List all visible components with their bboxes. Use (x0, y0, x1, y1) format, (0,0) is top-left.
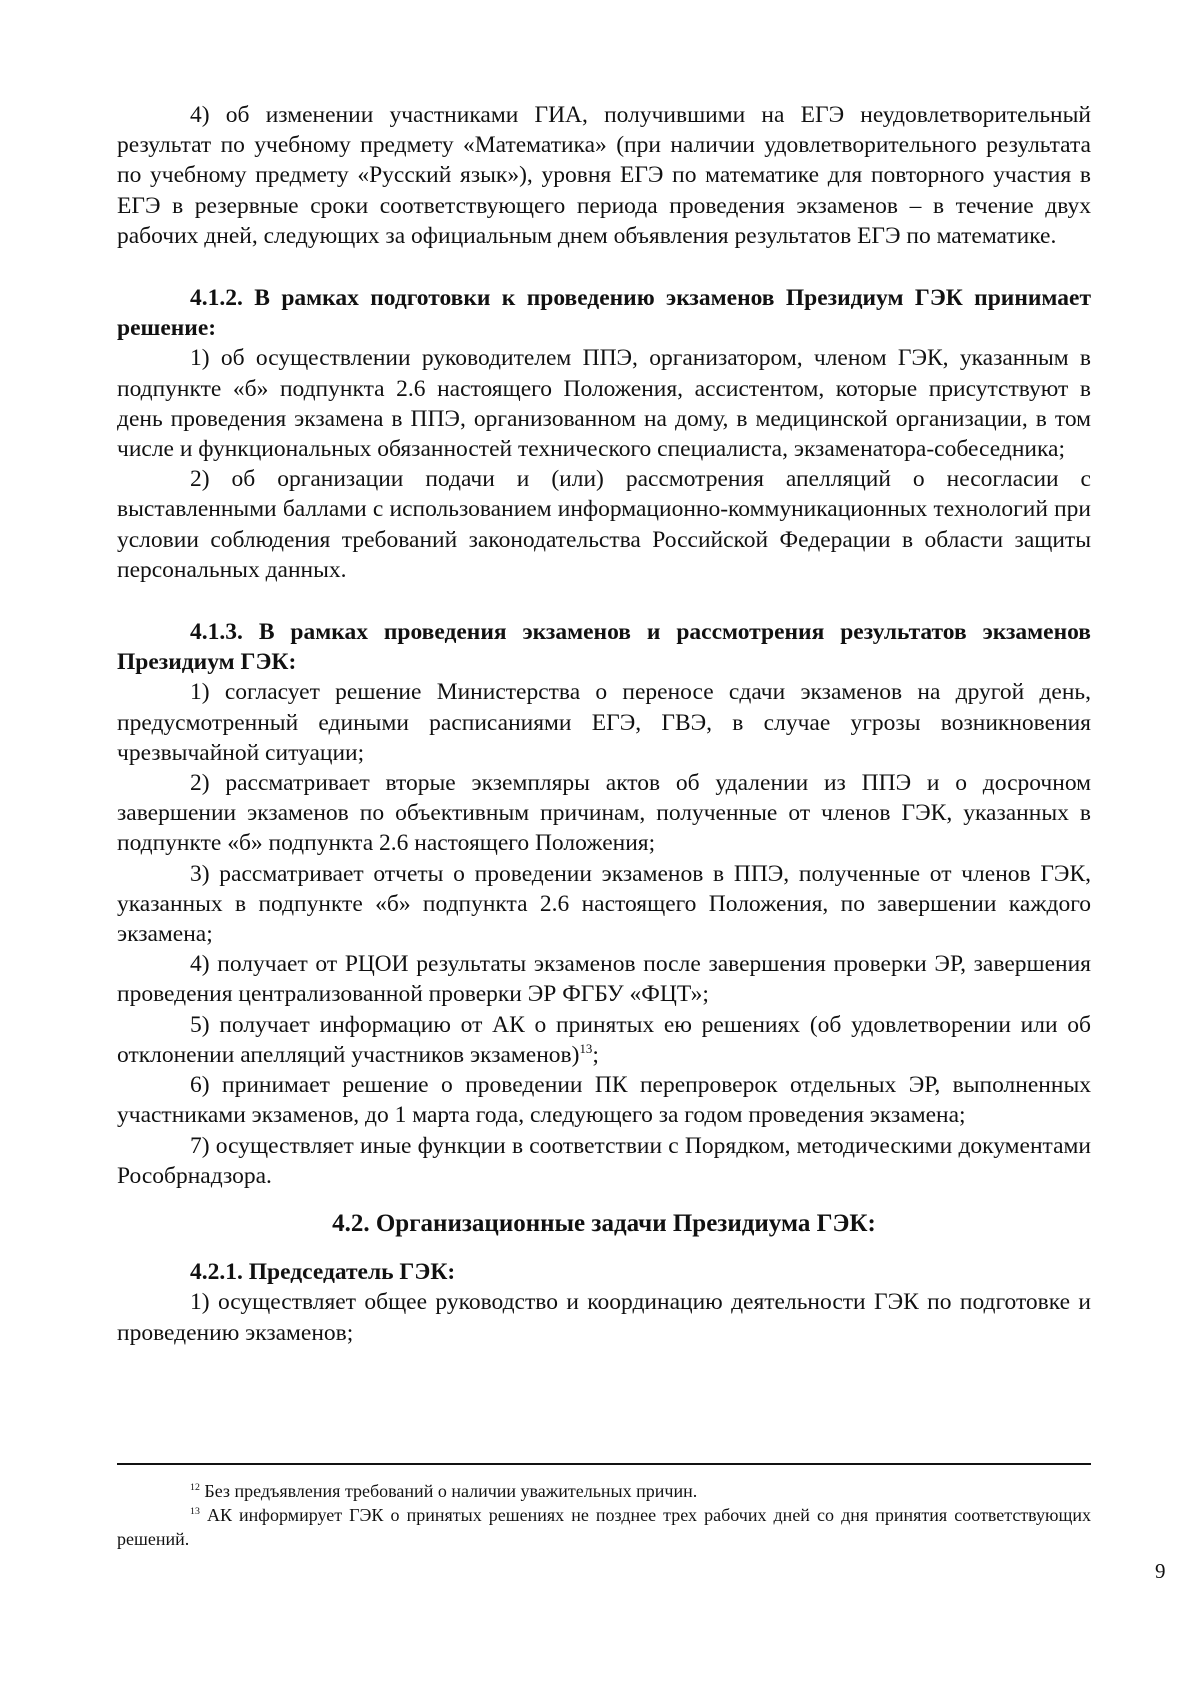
paragraph-4-1-3-item-3: 3) рассматривает отчеты о проведении экзаменов в ППЭ, полученные от членов ГЭК, указанных в подпункте «б» подпункта 2.6 настоящего Положения, по завершении каждого экзамена; (117, 860, 1091, 948)
footnote-13-text: АК информирует ГЭК о принятых решениях не позднее трех рабочих дней со дня принятия соответствующих решений. (117, 1505, 1091, 1549)
document-body (117, 100, 1091, 1348)
paragraph-4-1-3-item-5-end: ; (592, 1041, 599, 1068)
footnote-ref-13: 13 (579, 1040, 593, 1056)
paragraph-4-1-3-item-6: 6) принимает решение о проведении ПК перепроверок отдельных ЭР, выполненных участниками экзаменов, до 1 марта года, следующего за годом проведения экзамена; (117, 1072, 1091, 1129)
footnotes (117, 1463, 1091, 1551)
paragraph-4-1-2-item-2: 2) об организации подачи и (или) рассмотрения апелляций о несогласии с выставленными баллами с использованием информационно-коммуникационных технологий при условии соблюдения требований законодательства Российской Федерации в области защиты персональных данных. (117, 466, 1091, 583)
footnote-13 (117, 1503, 1091, 1551)
paragraph-4-1-3-item-2: 2) рассматривает вторые экземпляры актов об удалении из ППЭ и о досрочном завершении экзаменов по объективным причинам, полученные от членов ГЭК, указанных в подпункте «б» подпункта 2.6 настоящего Положения; (117, 770, 1091, 857)
footnote-12-text: Без предъявления требований о наличии уважительных причин. (199, 1481, 698, 1501)
paragraph-4-1-3-item-7: 7) осуществляет иные функции в соответствии с Порядком, методическими документами Рособрнадзора. (117, 1132, 1091, 1189)
footnote-12 (117, 1479, 1091, 1503)
paragraph-4-1-3-item-1: 1) согласует решение Министерства о переносе сдачи экзаменов на другой день, предусмотренный едиными расписаниями ЕГЭ, ГВЭ, в случае угрозы возникновения чрезвычайной ситуации; (117, 679, 1091, 766)
section-heading-4-1-2: 4.1.2. В рамках подготовки к проведению экзаменов Президиум ГЭК принимает решение: (117, 285, 1091, 342)
paragraph-4-1-3-item-5 (117, 1010, 1091, 1070)
page-number: 9 (1155, 1559, 1166, 1583)
paragraph-4-1-3-item-5-text: 5) получает информацию от АК о принятых ею решениях (об удовлетворении или об отклонении апелляций участников экзаменов) (117, 1011, 1091, 1068)
paragraph-4-1-2-item-1: 1) об осуществлении руководителем ППЭ, организатором, членом ГЭК, указанным в подпункте «б» подпункта 2.6 настоящего Положения, ассистентом, которые присутствуют в день проведения экзамена в ППЭ, организованном на дому, в медицинской организации, в том числе и функциональных обязанностей технического специалиста, экзаменатора-собеседника; (117, 345, 1091, 463)
section-heading-4-2: 4.2. Организационные задачи Президиума ГЭК: (332, 1209, 876, 1237)
paragraph-4-1-3-item-4: 4) получает от РЦОИ результаты экзаменов после завершения проверки ЭР, завершения проведения централизованной проверки ЭР ФГБУ «ФЦТ»; (117, 951, 1091, 1008)
footnote-12-mark: 12 (190, 1482, 200, 1494)
paragraph-item-4: 4) об изменении участниками ГИА, получившими на ЕГЭ неудовлетворительный результат по учебному предмету «Математика» (при наличии удовлетворительного результата по учебному предмету «Русский язык»), уровня ЕГЭ по математике для повторного участия в ЕГЭ в резервные сроки соответствующего периода проведения экзаменов – в течение двух рабочих дней, следующих за официальным днем объявления результатов ЕГЭ по математике. (117, 102, 1091, 249)
footnote-13-mark: 13 (190, 1506, 200, 1518)
section-heading-4-2-1: 4.2.1. Председатель ГЭК: (190, 1259, 456, 1286)
paragraph-4-2-1-item-1: 1) осуществляет общее руководство и координацию деятельности ГЭК по подготовке и проведению экзаменов; (117, 1289, 1091, 1346)
section-heading-4-1-3: 4.1.3. В рамках проведения экзаменов и рассмотрения результатов экзаменов Президиум ГЭК: (117, 619, 1091, 676)
